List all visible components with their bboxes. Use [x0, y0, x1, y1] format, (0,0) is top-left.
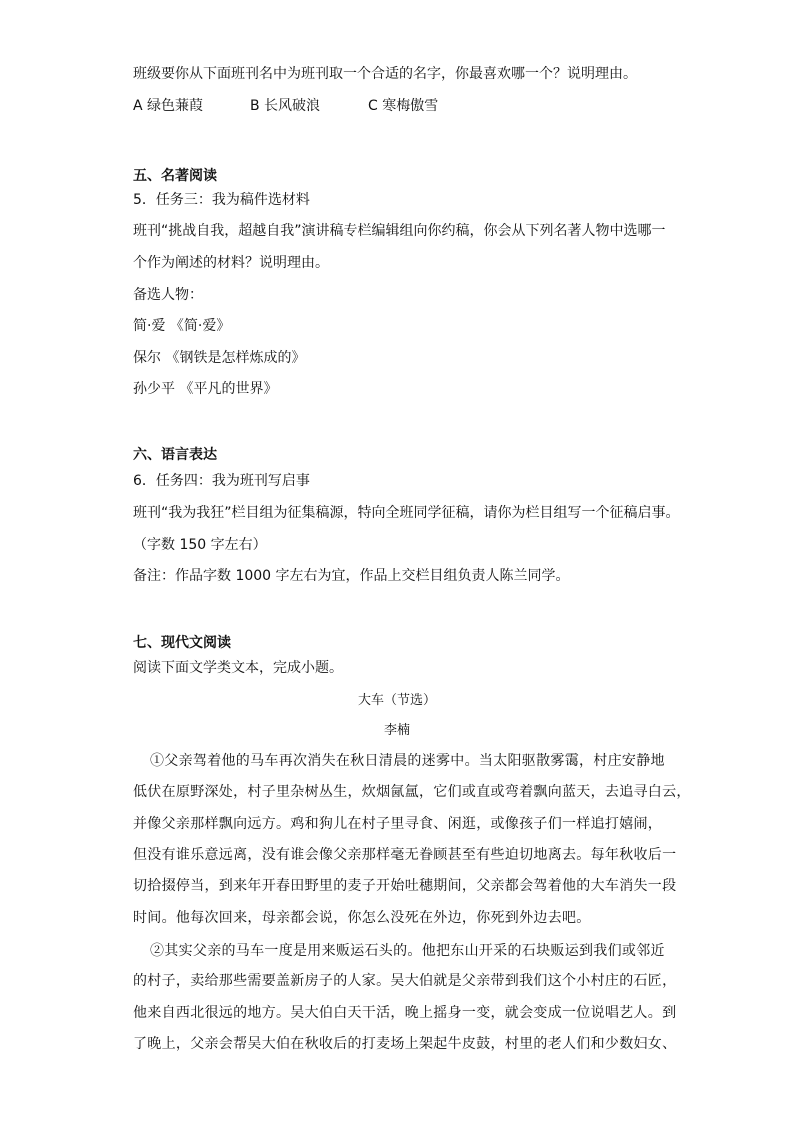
article-line: ①父亲驾着他的马车再次消失在秋日清晨的迷雾中。当太阳驱散雾霭，村庄安静地	[150, 753, 665, 769]
article-line: 低伏在原野深处，村子里杂树丛生，炊烟氤氲，它们或直或弯着飘向蓝天，去追寻白云，	[133, 784, 691, 800]
article-line: 他来自西北很远的地方。吴大伯白天干活，晚上摇身一变，就会变成一位说唱艺人。到	[133, 1005, 677, 1021]
option-a: A 绿色蒹葭	[133, 98, 204, 114]
article-line: 时间。他每次回来，母亲都会说，你怎么没死在外边，你死到外边去吧。	[133, 910, 591, 926]
sec5-line: 备选人物：	[133, 287, 203, 303]
article-line: ②其实父亲的马车一度是用来贩运石头的。他把东山开采的石块贩运到我们或邻近	[150, 943, 665, 959]
option-c: C 寒梅傲雪	[368, 98, 439, 114]
article-line: 切拾掇停当，到来年开春田野里的麦子开始吐穗期间，父亲都会驾着他的大车消失一段	[133, 878, 677, 894]
article-author: 李楠	[383, 723, 410, 738]
q4-prompt: 班级要你从下面班刊名中为班刊取一个合适的名字，你最喜欢哪一个？说明理由。	[133, 66, 637, 82]
task-4: 6．任务四：我为班刊写启事	[133, 473, 310, 489]
article-line: 的村子，卖给那些需要盖新房子的人家。吴大伯就是父亲带到我们这个小村庄的石匠，	[133, 973, 677, 989]
sec6-line: （字数 150 字左右）	[133, 537, 267, 553]
article-line: 并像父亲那样飘向远方。鸡和狗儿在村子里寻食、闲逛，或像孩子们一样追打嬉闹，	[133, 816, 663, 832]
task-3: 5．任务三：我为稿件选材料	[133, 192, 310, 208]
section-7-heading: 七、现代文阅读	[133, 635, 231, 651]
sec5-line: 班刊“挑战自我，超越自我”演讲稿专栏编辑组向你约稿，你会从下列名著人物中选哪一	[133, 223, 666, 239]
sec6-note: 备注：作品字数 1000 字左右为宜，作品上交栏目组负责人陈兰同学。	[133, 568, 570, 584]
candidate-pavel: 保尔 《钢铁是怎样炼成的》	[133, 350, 306, 366]
section-6-heading: 六、语言表达	[133, 447, 217, 463]
candidate-jane-eyre: 简·爱 《简·爱》	[133, 318, 231, 334]
section-5-heading: 五、名著阅读	[133, 168, 217, 184]
candidate-sun-shaoping: 孙少平 《平凡的世界》	[133, 381, 278, 397]
article-line: 了晚上，父亲会帮吴大伯在秋收后的打麦场上架起牛皮鼓，村里的老人们和少数妇女、	[133, 1036, 677, 1052]
article-title: 大车（节选）	[357, 693, 436, 708]
article-line: 但没有谁乐意远离，没有谁会像父亲那样毫无眷顾甚至有些迫切地离去。每年秋收后一	[133, 847, 677, 863]
sec6-line: 班刊“我为我狂”栏目组为征集稿源，特向全班同学征稿，请你为栏目组写一个征稿启事。	[133, 505, 680, 521]
option-b: B 长风破浪	[250, 98, 321, 114]
sec5-line: 个作为阐述的材料？说明理由。	[133, 255, 329, 271]
sec7-intro: 阅读下面文学类文本，完成小题。	[133, 660, 343, 676]
